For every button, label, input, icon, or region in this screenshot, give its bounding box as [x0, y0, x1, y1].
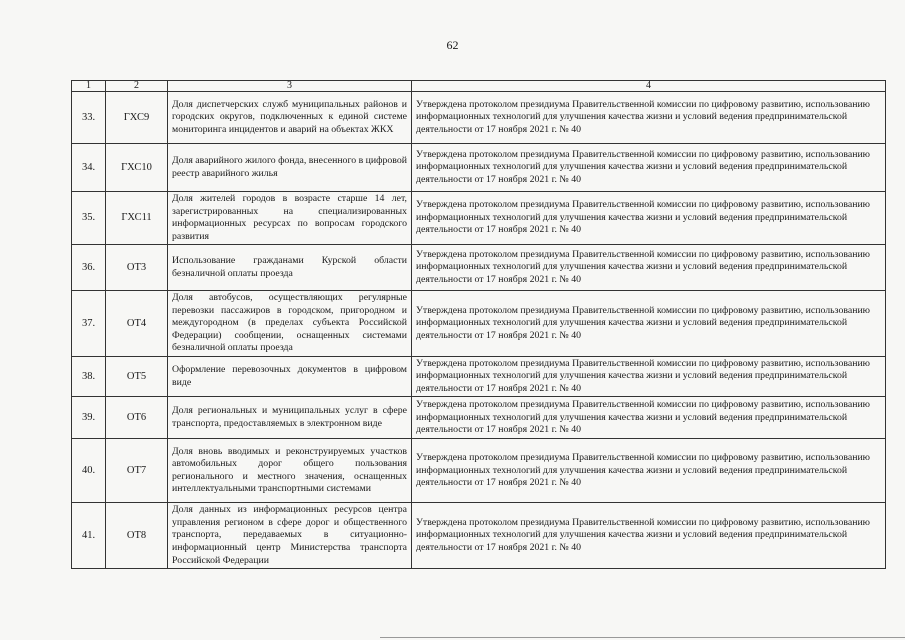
indicator-name: Доля жителей городов в возрасте старше 14 лет, зарегистрированных на специализированных информационных ресурсах по вопросам городского развития: [168, 192, 412, 245]
row-number: 40.: [72, 439, 106, 503]
row-number: 34.: [72, 144, 106, 192]
indicator-code: ОТ3: [106, 245, 168, 291]
indicator-name: Доля региональных и муниципальных услуг в сфере транспорта, предоставляемых в электронном виде: [168, 397, 412, 439]
indicator-basis: Утверждена протоколом президиума Правительственной комиссии по цифровому развитию, использованию информационных технологий для улучшения качества жизни и условий ведения предпринимательской деятельности от 17 ноября 2021 г. № 40: [412, 291, 886, 357]
column-header: 1: [72, 81, 106, 92]
indicator-code: ГХС11: [106, 192, 168, 245]
table-row: [72, 291, 886, 357]
indicator-basis: Утверждена протоколом президиума Правительственной комиссии по цифровому развитию, использованию информационных технологий для улучшения качества жизни и условий ведения предпринимательской деятельности от 17 ноября 2021 г. № 40: [412, 192, 886, 245]
indicator-basis: Утверждена протоколом президиума Правительственной комиссии по цифровому развитию, использованию информационных технологий для улучшения качества жизни и условий ведения предпринимательской деятельности от 17 ноября 2021 г. № 40: [412, 439, 886, 503]
table-row: [72, 144, 886, 192]
row-number: 33.: [72, 92, 106, 144]
indicator-name: Доля вновь вводимых и реконструируемых участков автомобильных дорог общего пользования регионального и местного значения, оснащенных интеллектуальными транспортными системами: [168, 439, 412, 503]
page-number: 62: [446, 38, 459, 52]
indicator-name: Доля данных из информационных ресурсов центра управления регионом в сфере дорог и общественного транспорта, передаваемых в ситуационно-информационный центр Министерства транспорта Российской Федерации: [168, 503, 412, 569]
indicator-name: Доля аварийного жилого фонда, внесенного в цифровой реестр аварийного жилья: [168, 144, 412, 192]
indicator-code: ГХС9: [106, 92, 168, 144]
table-row: [72, 92, 886, 144]
row-number: 35.: [72, 192, 106, 245]
table-row: [72, 439, 886, 503]
table-row: [72, 397, 886, 439]
column-header: 2: [106, 81, 168, 92]
indicators-table: [71, 80, 886, 569]
indicator-basis: Утверждена протоколом президиума Правительственной комиссии по цифровому развитию, использованию информационных технологий для улучшения качества жизни и условий ведения предпринимательской деятельности от 17 ноября 2021 г. № 40: [412, 503, 886, 569]
indicator-basis: Утверждена протоколом президиума Правительственной комиссии по цифровому развитию, использованию информационных технологий для улучшения качества жизни и условий ведения предпринимательской деятельности от 17 ноября 2021 г. № 40: [412, 144, 886, 192]
row-number: 36.: [72, 245, 106, 291]
indicator-code: ОТ4: [106, 291, 168, 357]
table-row: [72, 356, 886, 397]
table-row: [72, 245, 886, 291]
table-row: [72, 192, 886, 245]
row-number: 37.: [72, 291, 106, 357]
indicator-code: ОТ8: [106, 503, 168, 569]
indicator-code: ОТ6: [106, 397, 168, 439]
row-number: 41.: [72, 503, 106, 569]
row-number: 39.: [72, 397, 106, 439]
indicator-code: ГХС10: [106, 144, 168, 192]
row-number: 38.: [72, 356, 106, 397]
indicator-name: Использование гражданами Курской области безналичной оплаты проезда: [168, 245, 412, 291]
indicator-name: Доля диспетчерских служб муниципальных районов и городских округов, подключенных к единой системе мониторинга инцидентов и аварий на объектах ЖКХ: [168, 92, 412, 144]
indicator-basis: Утверждена протоколом президиума Правительственной комиссии по цифровому развитию, использованию информационных технологий для улучшения качества жизни и условий ведения предпринимательской деятельности от 17 ноября 2021 г. № 40: [412, 356, 886, 397]
table-header-row: [72, 81, 886, 92]
indicator-code: ОТ7: [106, 439, 168, 503]
indicator-basis: Утверждена протоколом президиума Правительственной комиссии по цифровому развитию, использованию информационных технологий для улучшения качества жизни и условий ведения предпринимательской деятельности от 17 ноября 2021 г. № 40: [412, 92, 886, 144]
column-header: 4: [412, 81, 886, 92]
scan-edge-line: [380, 637, 905, 638]
table-row: [72, 503, 886, 569]
indicator-name: Оформление перевозочных документов в цифровом виде: [168, 356, 412, 397]
column-header: 3: [168, 81, 412, 92]
indicator-name: Доля автобусов, осуществляющих регулярные перевозки пассажиров в городском, пригородном и междугородном (в пределах субъекта Российской Федерации) сообщении, оснащенных системами безналичной оплаты проезда: [168, 291, 412, 357]
indicator-basis: Утверждена протоколом президиума Правительственной комиссии по цифровому развитию, использованию информационных технологий для улучшения качества жизни и условий ведения предпринимательской деятельности от 17 ноября 2021 г. № 40: [412, 397, 886, 439]
indicator-code: ОТ5: [106, 356, 168, 397]
indicator-basis: Утверждена протоколом президиума Правительственной комиссии по цифровому развитию, использованию информационных технологий для улучшения качества жизни и условий ведения предпринимательской деятельности от 17 ноября 2021 г. № 40: [412, 245, 886, 291]
